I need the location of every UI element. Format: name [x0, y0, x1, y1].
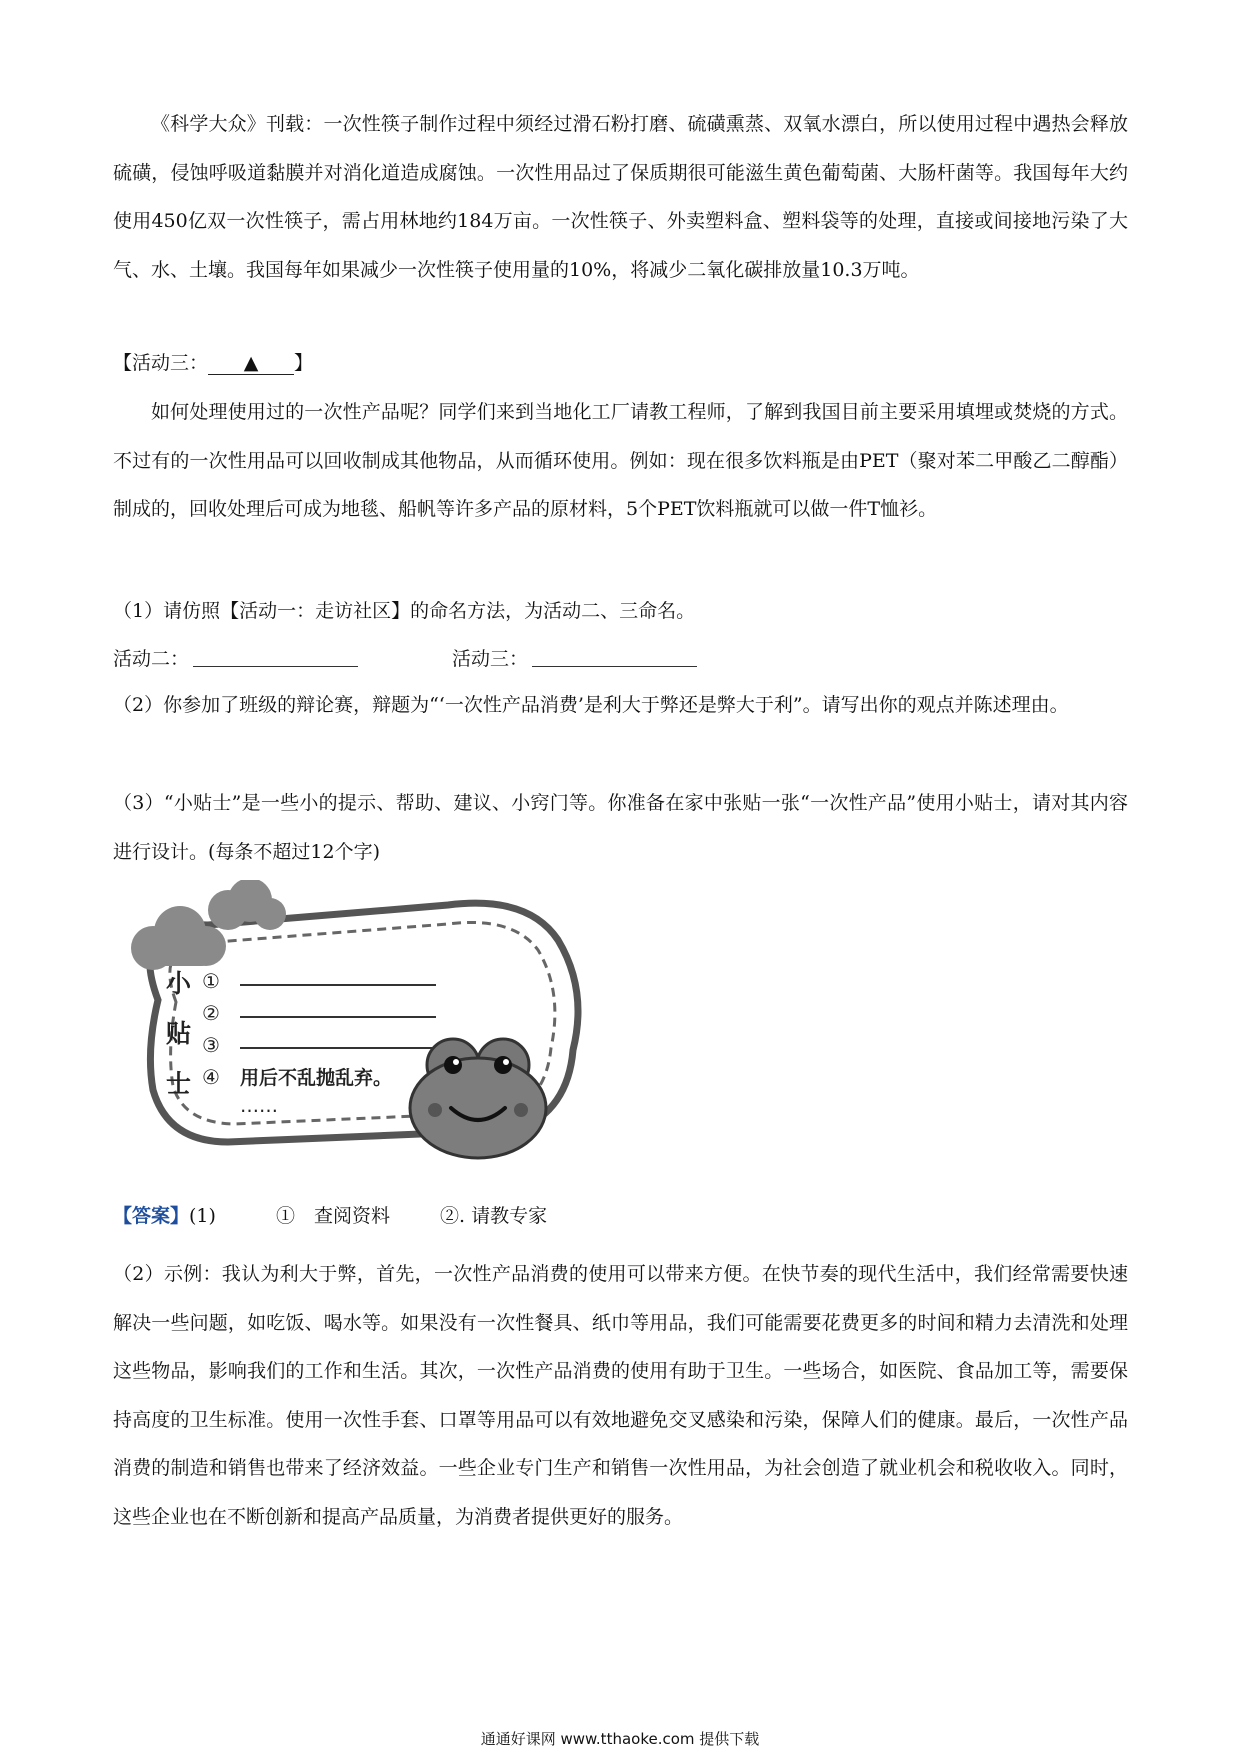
answer-part1: 【答案】(1) ① 查阅资料 ②. 请教专家: [113, 1205, 548, 1227]
activity3-heading: 【活动三： ▲ 】: [113, 352, 314, 374]
tips-title-char-1: 小: [166, 969, 192, 998]
answer-1-a: ① 查阅资料: [275, 1205, 390, 1227]
answer-tag: 【答案】: [113, 1205, 190, 1227]
tip-number-1: ①: [202, 969, 220, 993]
activity3-blank: ▲: [208, 352, 294, 375]
answer-1-b: ②. 请教专家: [440, 1205, 548, 1227]
activity3-paragraph: 如何处理使用过的一次性产品呢？同学们来到当地化工厂请教工程师，了解到我国目前主要采用填埋或焚烧的方式。不过有的一次性用品可以回收制成其他物品，从而循环使用。例如：现在很多饮料瓶是由PET（聚对苯二甲酸乙二醇酯）制成的，回收处理后可成为地毯、船帆等许多产品的原材料，5个PET饮料瓶就可以做一件T恤衫。: [113, 401, 1128, 520]
activity3-fill-line: 活动三：: [452, 644, 697, 671]
question-3: （3）“小贴士”是一些小的提示、帮助、建议、小窍门等。你准备在家中张贴一张“一次性产品”使用小贴士，请对其内容进行设计。(每条不超过12个字): [113, 792, 1128, 863]
tips-title-char-3: 士: [166, 1069, 192, 1098]
activity2-fill-line: 活动二：: [113, 644, 358, 671]
question-1: （1）请仿照【活动一：走访社区】的命名方法，为活动二、三命名。: [113, 600, 696, 622]
intro-paragraph: 《科学大众》刊载：一次性筷子制作过程中须经过滑石粉打磨、硫磺熏蒸、双氧水漂白，所以使用过程中遇热会释放硫磺，侵蚀呼吸道黏膜并对消化道造成腐蚀。一次性用品过了保质期很可能滋生黄色葡萄菌、大肠杆菌等。我国每年大约使用450亿双一次性筷子，需占用林地约184万亩。一次性筷子、外卖塑料盒、塑料袋等的处理，直接或间接地污染了大气、水、土壤。我国每年如果减少一次性筷子使用量的10%，将减少二氧化碳排放量10.3万吨。: [113, 113, 1128, 281]
tip-number-3: ③: [202, 1033, 220, 1057]
question-2: （2）你参加了班级的辩论赛，辩题为“‘一次性产品消费’是利大于弊还是弊大于利”。请写出你的观点并陈述理由。: [113, 694, 1069, 716]
tip-ellipsis: ……: [240, 1095, 278, 1117]
answer-part2: （2）示例：我认为利大于弊，首先，一次性产品消费的使用可以带来方便。在快节奏的现代生活中，我们经常需要快速解决一些问题，如吃饭、喝水等。如果没有一次性餐具、纸巾等用品，我们可能需要花费更多的时间和精力去清洗和处理这些物品，影响我们的工作和生活。其次，一次性产品消费的使用有助于卫生。一些场合，如医院、食品加工等，需要保持高度的卫生标准。使用一次性手套、口罩等用品可以有效地避免交叉感染和污染，保障人们的健康。最后，一次性产品消费的制造和销售也带来了经济效益。一些企业专门生产和销售一次性用品，为社会创造了就业机会和税收收入。同时，这些企业也在不断创新和提高产品质量，为消费者提供更好的服务。: [113, 1263, 1128, 1528]
activity2-answer-blank[interactable]: [193, 648, 358, 667]
tip-number-4: ④: [202, 1065, 220, 1089]
activity3-answer-blank[interactable]: [532, 648, 697, 667]
frog-icon: [410, 1039, 546, 1158]
page-footer: 通通好课网 www.tthaoke.com 提供下载: [480, 1730, 760, 1748]
tips-card-illustration: [118, 880, 618, 1170]
tip-item-4: 用后不乱抛乱弃。: [240, 1067, 393, 1089]
tips-title-char-2: 贴: [166, 1019, 192, 1048]
tip-number-2: ②: [202, 1001, 220, 1025]
